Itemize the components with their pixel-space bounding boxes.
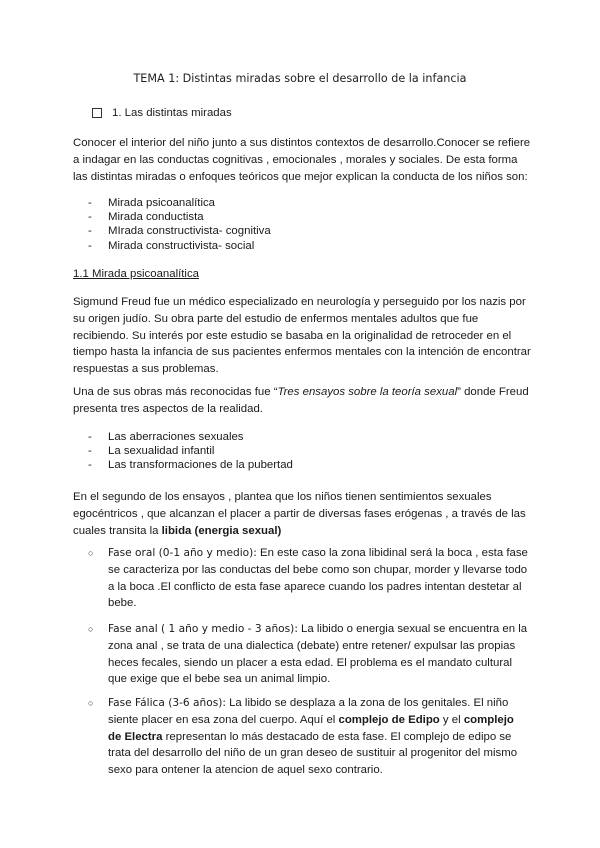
section-heading: 1.1 Mirada psicoanalítica [73, 268, 199, 280]
dash-glyph: - [88, 211, 92, 224]
todo-item [92, 107, 232, 119]
intro-paragraph: Conocer el interior del niño junto a sus distintos contextos de desarrollo.Conocer se refiere a indagar en las conductas cognitivas , emocionales , morales y sociales. De esta forma las distintas miradas o enfoques teóricos que mejor explican la conducta de los niños son: [73, 137, 531, 183]
fase-anal-item: ○ Fase anal ( 1 año y medio - 3 años): La libido o energia sexual se encuentra en la zona anal , se trata de una dialectica (debate) entre retener/ expulsar las propias heces fecales, siendo un placer a esta edad. El problema es el mandato cultural que exige que el bebe sea un animal limpio. [88, 623, 528, 686]
dash-glyph: - [88, 431, 92, 443]
list-item: - La sexualidad infantil [88, 445, 215, 458]
aspectos-list [88, 430, 293, 473]
dash-glyph: - [88, 225, 92, 238]
circle-bullet-icon: ○ [88, 624, 94, 634]
list-item: - Las aberraciones sexuales [88, 431, 244, 443]
fase-title: Fase anal ( 1 año y medio - 3 años): [108, 623, 298, 635]
dash-glyph: - [88, 459, 92, 472]
fase-title: Fase oral (0-1 año y medio): [108, 547, 257, 559]
fase-oral-item: ○ Fase oral (0-1 año y medio): En este caso la zona libidinal será la boca , esta fase se caracteriza por las conductas del bebe como son chupar, morder y llevarse todo a la boca .El conflicto de esta fase aparece cuando los padres intentan destetar al bebe. [88, 547, 528, 610]
circle-bullet-icon: ○ [88, 548, 94, 558]
todo-label: 1. Las distintas miradas [112, 107, 232, 119]
checkbox[interactable] [92, 108, 102, 118]
list-item: - MIrada constructivista- cognitiva [88, 225, 271, 238]
dash-glyph: - [88, 197, 92, 209]
page-title: TEMA 1: Distintas miradas sobre el desarrollo de la infancia [133, 72, 467, 85]
list-item: - Mirada constructivista- social [88, 239, 255, 252]
dash-glyph: - [88, 239, 92, 252]
freud-paragraph: Sigmund Freud fue un médico especializado en neurología y perseguido por los nazis por su origen judío. Su obra parte del estudio de enfermos mentales adultos que fue recibiendo. Su interés por este estudio se basaba en la originalidad de retroceder en el tiempo hasta la infancia de sus pacientes enfermos mentales con la intención de encontrar respuestas a sus problemas. [73, 296, 531, 376]
fase-title: Fase Fálica (3-6 años): [108, 697, 226, 709]
fase-falica-item: ○ Fase Fálica (3-6 años): La libido se desplaza a la zona de los genitales. El niño siente placer en esa zona del cuerpo. Aquí el complejo de Edipo y el complejo de Electra representan lo más destacado de esta fase. El complejo de edipo se trata del desarrollo del niño de un gran deseo de sustituir al progenitor del mismo sexo para ontener la atencion de aquel sexo contrario. [88, 697, 518, 777]
list-item: - Mirada conductista [88, 211, 204, 224]
miradas-list [88, 196, 271, 253]
dash-glyph: - [88, 445, 92, 458]
list-item: - Las transformaciones de la pubertad [88, 459, 293, 472]
obras-paragraph: Una de sus obras más reconocidas fue “Tres ensayos sobre la teoría sexual” donde Freud presenta tres aspectos de la realidad. [73, 386, 529, 415]
circle-bullet-icon: ○ [88, 698, 94, 708]
book-title: Tres ensayos sobre la teoría sexual [277, 386, 458, 398]
ensayo-paragraph: En el segundo de los ensayos , plantea que los niños tienen sentimientos sexuales egocéntricos , que alcanzan el placer a partir de diversas fases erógenas , a través de las cuales transita la libida (energia sexual) [73, 491, 526, 537]
list-item: - Mirada psicoanalítica [88, 197, 215, 209]
